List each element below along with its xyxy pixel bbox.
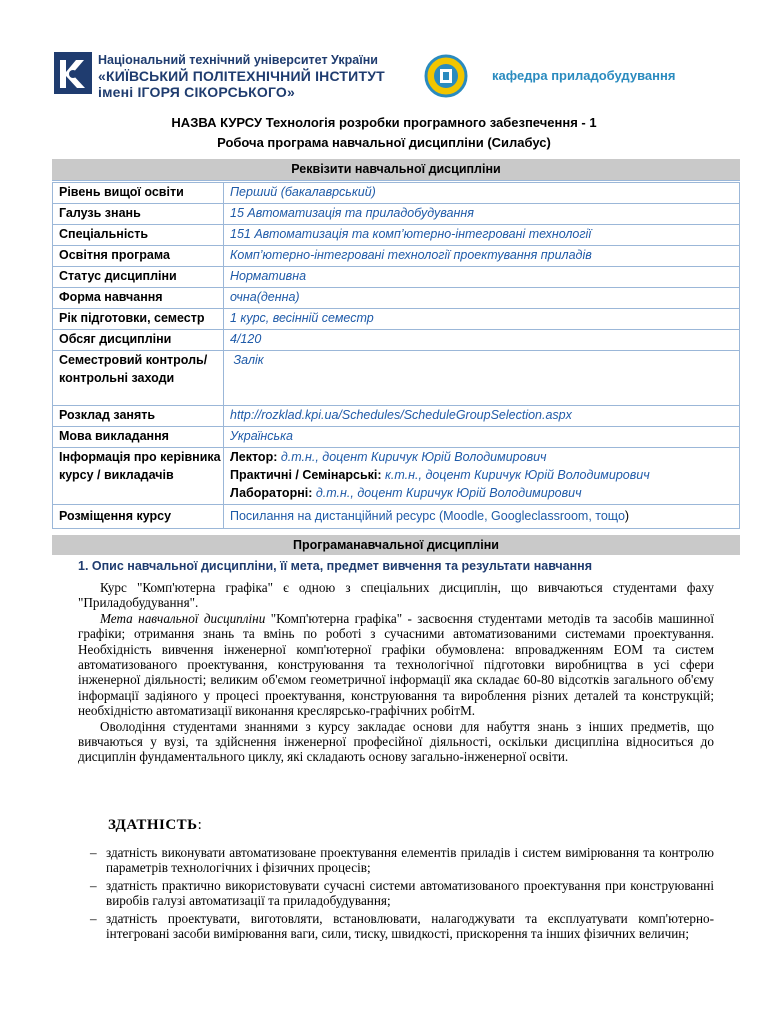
table-row — [53, 288, 740, 309]
kpi-logo-icon — [52, 50, 94, 96]
ability-text: здатність практично використовувати сучасні системи автоматизованого проектування при конструюванні виробів галузі автоматизації та приладобудування; — [106, 877, 714, 909]
row-value: 4/120 — [224, 330, 740, 351]
row-key: Обсяг дисципліни — [53, 330, 224, 351]
lab-label: Лабораторні: — [230, 486, 313, 500]
section-1-title: 1. Опис навчальної дисципліни, її мета, предмет вивчення та результати навчання — [78, 559, 593, 573]
list-item — [78, 911, 714, 942]
ability-list — [78, 845, 714, 943]
ability-title: ЗДАТНІСТЬ — [108, 817, 198, 833]
row-key: Семестровий контроль/ контрольні заходи — [53, 351, 224, 406]
row-value: Перший (бакалаврський) — [224, 183, 740, 204]
lecturer-label: Лектор: — [230, 450, 278, 464]
row-key: Розміщення курсу — [53, 505, 224, 529]
table-row — [53, 204, 740, 225]
table-row — [53, 183, 740, 204]
placement-value — [224, 505, 740, 529]
table-row — [53, 406, 740, 427]
table-row — [53, 448, 740, 505]
row-value: 1 курс, весінній семестр — [224, 309, 740, 330]
paragraph-2 — [78, 611, 714, 719]
row-value: 151 Автоматизація та комп’ютерно-інтегровані технології — [224, 225, 740, 246]
dash-bullet: – — [90, 910, 97, 926]
list-item — [78, 878, 714, 909]
row-value: Комп’ютерно-інтегровані технології проектування приладів — [224, 246, 740, 267]
row-key: Спеціальність — [53, 225, 224, 246]
row-key: Рівень вищої освіти — [53, 183, 224, 204]
description-text — [78, 580, 714, 765]
teachers-info — [224, 448, 740, 505]
table-row — [53, 330, 740, 351]
table-row — [53, 267, 740, 288]
practical-label: Практичні / Семінарські: — [230, 468, 382, 482]
placement-link[interactable]: Посилання на дистанційний ресурс (Moodle, Googleclassroom, тощо — [230, 509, 625, 523]
paragraph-3: Оволодіння студентами знаннями з курсу закладає основи для набуття знань з інших предметів, що вивчаються у вузі, та здійснення інженерної професійної діяльності, оскільки дисципліна відноситься до дисциплін фундаментального циклу, які складають основу загально-інженерної освіти. — [78, 718, 714, 765]
row-value: Українська — [224, 427, 740, 448]
requisites-heading: Реквізити навчальної дисципліни — [52, 159, 740, 181]
university-line-3: імені ІГОРЯ СІКОРСЬКОГО» — [98, 84, 295, 100]
paragraph-2-rest: "Комп'ютерна графіка" - засвоєння студентами методів та засобів машинної графіки; отримання знань та вмінь по роботі з сучасними автоматизованими системами проектування. Необхідність вивчення інженерної комп'ютерної графіки обумовлена: впровадженням ЕОМ та систем автоматизованого проектування, конструювання та технологічної підготовки виробництва в усі сфери інженерної діяльності; великим об'ємом геометричної інформації яка складає 60-80 відсотків загального об'єму інформації задіяного у процесі проектування, конструювання та вироблення різних деталей та конструкцій; необхідністю автоматизації виконання креслярсько-графічних робітМ. — [78, 610, 714, 719]
program-heading: Програманавчальної дисципліни — [52, 535, 740, 555]
row-key: Статус дисципліни — [53, 267, 224, 288]
lab-value: д.т.н., доцент Киричук Юрій Володимирович — [315, 486, 582, 500]
table-row — [53, 225, 740, 246]
table-row — [53, 505, 740, 529]
row-key: Інформація про керівника курсу / викладачів — [53, 448, 224, 505]
department-logo-icon — [424, 54, 468, 98]
ability-heading — [108, 817, 202, 834]
row-value — [224, 351, 740, 406]
course-title: НАЗВА КУРСУ Технологія розробки програмного забезпечення - 1 — [171, 115, 597, 130]
row-key: Форма навчання — [53, 288, 224, 309]
table-row — [53, 246, 740, 267]
table-row — [53, 309, 740, 330]
page-header — [52, 44, 732, 114]
row-key: Галузь знань — [53, 204, 224, 225]
ability-colon: : — [197, 817, 203, 833]
dash-bullet: – — [90, 845, 97, 860]
table-row — [53, 351, 740, 406]
row-value: 15 Автоматизація та приладобудування — [224, 204, 740, 225]
ability-text: здатність проектувати, виготовляти, встановлювати, налагоджувати та експлуатувати комп'ютерно-інтегровані засоби вимірювання ваги, сили, тиску, швидкості, прискорення та інших фізичних величин; — [106, 910, 714, 942]
row-value: Нормативна — [224, 267, 740, 288]
university-line-2: «КИЇВСЬКИЙ ПОЛІТЕХНІЧНИЙ ІНСТИТУТ — [98, 68, 385, 84]
department-name: кафедра приладобудування — [492, 68, 676, 83]
requisites-table — [52, 182, 740, 529]
row-key: Освітня програма — [53, 246, 224, 267]
table-row — [53, 427, 740, 448]
paragraph-1: Курс "Комп'ютерна графіка" є одною з спеціальних дисциплін, що вивчаються студентами фаху "Приладобудування". — [78, 580, 714, 611]
paragraph-2-italic: Мета навчальної дисципліни — [100, 610, 266, 626]
ability-text: здатність виконувати автоматизоване проектування елементів приладів і систем вимірювання та контролю параметрів технологічних і фізичних процесів; — [106, 845, 714, 876]
control-value: Залік — [233, 353, 264, 367]
course-subtitle: Робоча програма навчальної дисципліни (Силабус) — [217, 135, 551, 150]
row-value: очна(денна) — [224, 288, 740, 309]
row-key: Розклад занять — [53, 406, 224, 427]
row-key: Рік підготовки, семестр — [53, 309, 224, 330]
row-key: Мова викладання — [53, 427, 224, 448]
practical-value: к.т.н., доцент Киричук Юрій Володимирович — [385, 468, 650, 482]
university-line-1: Національний технічний університет України — [98, 53, 378, 67]
list-item — [78, 845, 714, 876]
dash-bullet: – — [90, 877, 97, 893]
schedule-link[interactable]: http://rozklad.kpi.ua/Schedules/ScheduleGroupSelection.aspx — [224, 406, 740, 427]
lecturer-value: д.т.н., доцент Киричук Юрій Володимирович — [280, 450, 547, 464]
university-name — [98, 52, 385, 100]
placement-close: ) — [624, 509, 630, 523]
